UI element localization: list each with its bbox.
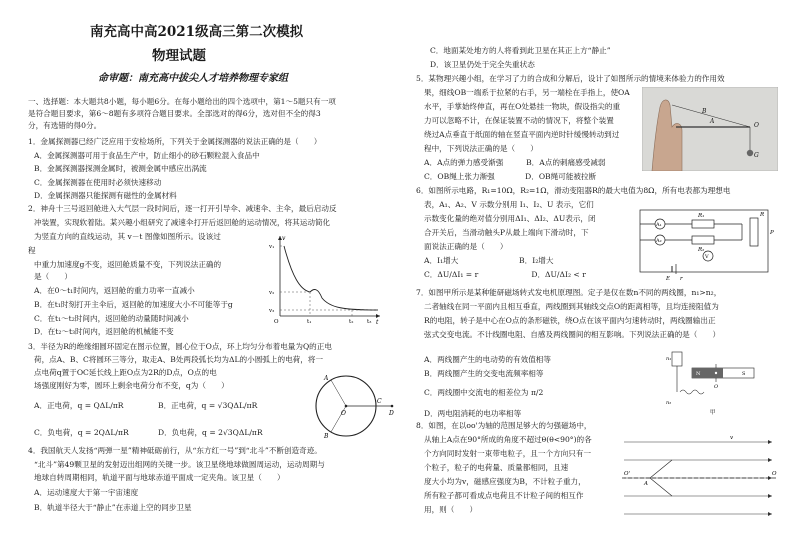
- q7-option-d: D．两电阻消耗的电功率相等: [424, 409, 522, 418]
- vt-v3-label: v₃: [269, 308, 275, 314]
- q2-stem: 为竖直方向的直线运动，其 v－t 图像如图所示。设该过: [34, 232, 221, 241]
- q1-stem: 1．金属探测器已经广泛应用于安检场所，下列关于金属探测器的说法正确的是（ ）: [28, 137, 322, 146]
- q2-option-b: B．在t₁时刻打开主伞后，返回舱的加速度大小不可能等于g: [34, 300, 233, 309]
- svg-text:A: A: [710, 118, 715, 125]
- instructions-line: 是符合题目要求，第6～8题有多项符合题目要求。全部选对的得6分，选对但不全的得3: [28, 109, 321, 118]
- q6-stem: 面说法正确的是（ ）: [424, 242, 508, 251]
- q3-stem: 荷，点A、B、C将圆环三等分，取走A、B处两段弧长均为ΔL的小圆弧上的电荷，将一: [34, 355, 324, 364]
- gen-label-n1: n₁: [666, 356, 672, 362]
- ring-figure: [310, 370, 396, 442]
- q7-stem: R的电阻，转子是中心在O点的条形磁铁，绕O点在该平面内匀速转动时，两线圈输出正: [424, 316, 716, 325]
- q4-option-c: C．地面某处地方的人将看到此卫星在其正上方“静止”: [430, 46, 611, 55]
- q8-stem: 个方向同时发射一束带电粒子，且一个方向只有一: [424, 449, 592, 458]
- vt-t1-label: t₁: [307, 319, 312, 324]
- q3-stem: 3．半径为R的绝缘细圆环固定在图示位置，圆心位于O点，环上均匀分布着电量为Q的正电: [28, 342, 332, 351]
- exam-title: 南充高中高2021级高三第二次模拟: [90, 24, 304, 40]
- q2-option-a: A．在0～t₁时间内，返回舱的重力功率一直减小: [34, 286, 195, 295]
- field-figure: [622, 430, 780, 528]
- q8-stem: 从轴上A点在90°所成的角度不超过θ(θ<90°)的各: [424, 435, 592, 444]
- q2-stem: 冲装置，实现软着陆。某兴趣小组研究了减速伞打开后返回舱的运动情况，将其运动简化: [34, 218, 331, 227]
- q3-option-d: D．负电荷，q = 2√3QΔL/πR: [158, 428, 263, 437]
- q6-stem: 示数变化量的绝对值分别用ΔI₁、ΔI₂、ΔU表示，闭: [424, 214, 596, 223]
- gen-label-jia: 甲: [710, 410, 716, 416]
- q3-stem: 场强度刚好为零，圆环上剩余电荷分布不变，q为（ ）: [34, 381, 229, 390]
- circuit-label-p: P: [770, 230, 774, 236]
- q2-option-c: C．在t₁～t₂时间内，返回舱的动量随时间减小: [34, 314, 189, 323]
- q3-stem: 点电荷q置于OC延长线上距O点为2R的D点，O点的电: [34, 368, 217, 377]
- q1-option-d: D．金属探测器只能探测有磁性的金属材料: [34, 191, 177, 200]
- gen-label-n2: n₂: [666, 400, 672, 406]
- exam-subtitle: 物理试题: [152, 48, 206, 64]
- circuit-label-r1: R₁: [698, 213, 705, 219]
- vt-v1-label: v₁: [269, 244, 275, 250]
- q5-stem: 果，细线OB一端系于拉紧的右手，另一端栓在手指上，使OA: [424, 88, 630, 97]
- q7-option-b: B．两线圈产生的交变电流频率相等: [424, 369, 544, 378]
- q4-stem: “北斗”第49颗卫星的发射迈出组网的关键一步。该卫星绕地球做圆周运动，运动周期与: [34, 460, 325, 469]
- ring-label-d: D: [389, 410, 394, 417]
- svg-text:O: O: [754, 122, 759, 129]
- q4-option-d: D．该卫星仍处于完全失重状态: [430, 60, 535, 69]
- instructions-line: 分，有选错的得0分。: [28, 121, 102, 130]
- vt-y-label: v: [282, 235, 286, 242]
- q2-option-d: D．在t₂～t₃时间内，返回舱的机械能不变: [34, 327, 174, 336]
- q5-stem: 力可以忽略不计，在保证装置不动的情况下，将整个装置: [424, 116, 614, 125]
- vt-t2-label: t₂: [349, 319, 354, 324]
- ring-label-a: A: [324, 375, 329, 382]
- q8-stem: 个粒子，粒子的电荷量、质量都相同，且速: [424, 463, 569, 472]
- q4-stem: 地球自转周期相同，轨道平面与地球赤道平面成一定夹角。该卫星（ ）: [34, 473, 285, 482]
- q5-stem: 5．某物理兴趣小组，在学习了力的合成和分解后，设计了如图所示的情境来体验力的作用效: [416, 74, 725, 83]
- q5-stem: 水平，手掌始终伸直，再在O处悬挂一物块，假设指尖的重: [424, 102, 621, 111]
- circuit-label-e: E: [666, 276, 671, 282]
- svg-text:G: G: [754, 152, 759, 159]
- field-label-o: O: [772, 471, 777, 477]
- q2-stem: 是（ ）: [34, 272, 72, 281]
- circuit-label-r: R: [760, 212, 765, 218]
- q5-stem: 绕过A点垂直于纸面的轴在竖直平面内逆时针缓慢转动到过: [424, 130, 620, 139]
- vt-graph-figure: [266, 232, 384, 324]
- ring-label-b: B: [324, 433, 329, 440]
- vt-v2-label: v₂: [269, 290, 275, 296]
- svg-text:B: B: [702, 108, 707, 115]
- vt-t3-label: t₃: [367, 319, 372, 324]
- q5-options-cd: C．OB绳上张力渐强 D．OB绳可能被拉断: [424, 172, 597, 181]
- gen-label-o: O: [714, 384, 719, 390]
- q8-stem: 8．如图，在以oo'为轴的范围足够大的匀强磁场中，: [416, 421, 592, 430]
- q3-option-c: C．负电荷，q = 2QΔL/πR: [34, 428, 129, 437]
- ring-label-o: O: [341, 410, 346, 417]
- q1-option-a: A．金属探测器可用于食品生产中，防止细小的砂石颗粒混入食品中: [34, 151, 260, 160]
- circuit-label-a2: A₂: [656, 238, 662, 244]
- q2-stem: 2．神舟十三号返回舱进入大气层一段时间后，逐一打开引导伞、减速伞、主伞，最后启动反: [28, 204, 337, 213]
- q8-stem: 所有粒子都可看成点电荷且不计粒子间的相互作: [424, 491, 584, 500]
- circuit-label-v: V: [705, 254, 709, 260]
- field-label-o-prime: O': [624, 471, 631, 477]
- q7-option-c: C．两线圈中交流电的相差位为 π/2: [424, 388, 544, 397]
- q6-options-cd: C．ΔU/ΔI₁ = r D．ΔU/ΔI₂ < r: [424, 270, 586, 279]
- q2-stem: 中重力加速度g不变，返回舱质量不变，下列说法正确的: [34, 260, 222, 269]
- setter-line: 命审题：南充高中拔尖人才培养物理专家组: [98, 73, 288, 84]
- generator-figure: [658, 344, 762, 418]
- q7-stem: 二者轴线在同一平面内且相互垂直，两线圈到其轴线交点O的距离相等，且均连接阻值为: [424, 302, 719, 311]
- q6-stem: 合开关后，当滑动触头P从最上端向下滑动时，下: [424, 228, 589, 237]
- q8-stem: 用，则（ ）: [424, 505, 478, 514]
- q5-stem: 程中，下列说法正确的是（ ）: [424, 144, 538, 153]
- q3-option-a: A．正电荷，q = QΔL/πR: [34, 401, 124, 410]
- q2-stem: 程: [28, 246, 36, 255]
- q5-options-ab: A．A点的弹力感受渐强 B．A点的刺痛感受减弱: [424, 158, 606, 167]
- vt-x-label: t: [376, 319, 379, 324]
- field-label-v: v: [730, 435, 734, 441]
- hand-photo: [642, 87, 778, 171]
- circuit-label-a1: A₁: [656, 222, 662, 228]
- q4-option-a: A．运动速度大于第一宇宙速度: [34, 488, 139, 497]
- q1-option-b: B．金属探测器探测金属时，被测金属中感应出涡流: [34, 164, 207, 173]
- q7-stem: 7．如图甲所示是某种能研磁场转式发电机原理图。定子是仅在数n不同的两线圈，n₁>n₂，: [416, 288, 722, 297]
- q7-stem: 弦式交变电流。不计线圈电阻、自感及两线圈间的相互影响。下列说法正确的是（ ）: [424, 330, 721, 339]
- circuit-figure: [632, 204, 778, 282]
- q1-option-c: C．金属探测器在使用时必须快速移动: [34, 178, 162, 187]
- q7-option-a: A．两线圈产生的电动势的有效值相等: [424, 355, 551, 364]
- circuit-label-r2: R₂: [698, 247, 705, 253]
- gen-label-n: N: [696, 371, 701, 377]
- gen-label-s: S: [742, 371, 746, 377]
- ring-label-c: C: [377, 398, 382, 405]
- circuit-label-r-internal: r: [680, 276, 683, 282]
- q8-stem: 度大小均为v，磁感应强度为B，不计粒子重力，: [424, 477, 586, 486]
- q6-options-ab: A．I₁增大 B．I₂增大: [424, 256, 554, 265]
- q6-stem: 6．如图所示电路，R₁=10Ω，R₂=1Ω，滑动变阻器R的最大电值为8Ω，所有电表都为理想电: [416, 186, 731, 195]
- q6-stem: 表，A₁、A₂、V 示数分别用 I₁、I₂、U 表示，它们: [424, 200, 594, 209]
- q3-option-b: B．正电荷，q = √3QΔL/πR: [158, 401, 258, 410]
- vt-origin-label: O: [274, 319, 279, 324]
- field-label-a: A: [644, 481, 648, 487]
- q4-option-b: B．轨道半径大于“静止”在赤道上空的同步卫星: [34, 503, 192, 512]
- instructions-line: 一、选择题：本大题共8小题，每小题6分。在每小题给出的四个选项中，第1～5题只有一项: [28, 97, 336, 106]
- q4-stem: 4．我国航天人发扬“两弹一星”精神砥砺前行，从“东方红一号”到“北斗”不断创造奇迹。: [28, 446, 322, 455]
